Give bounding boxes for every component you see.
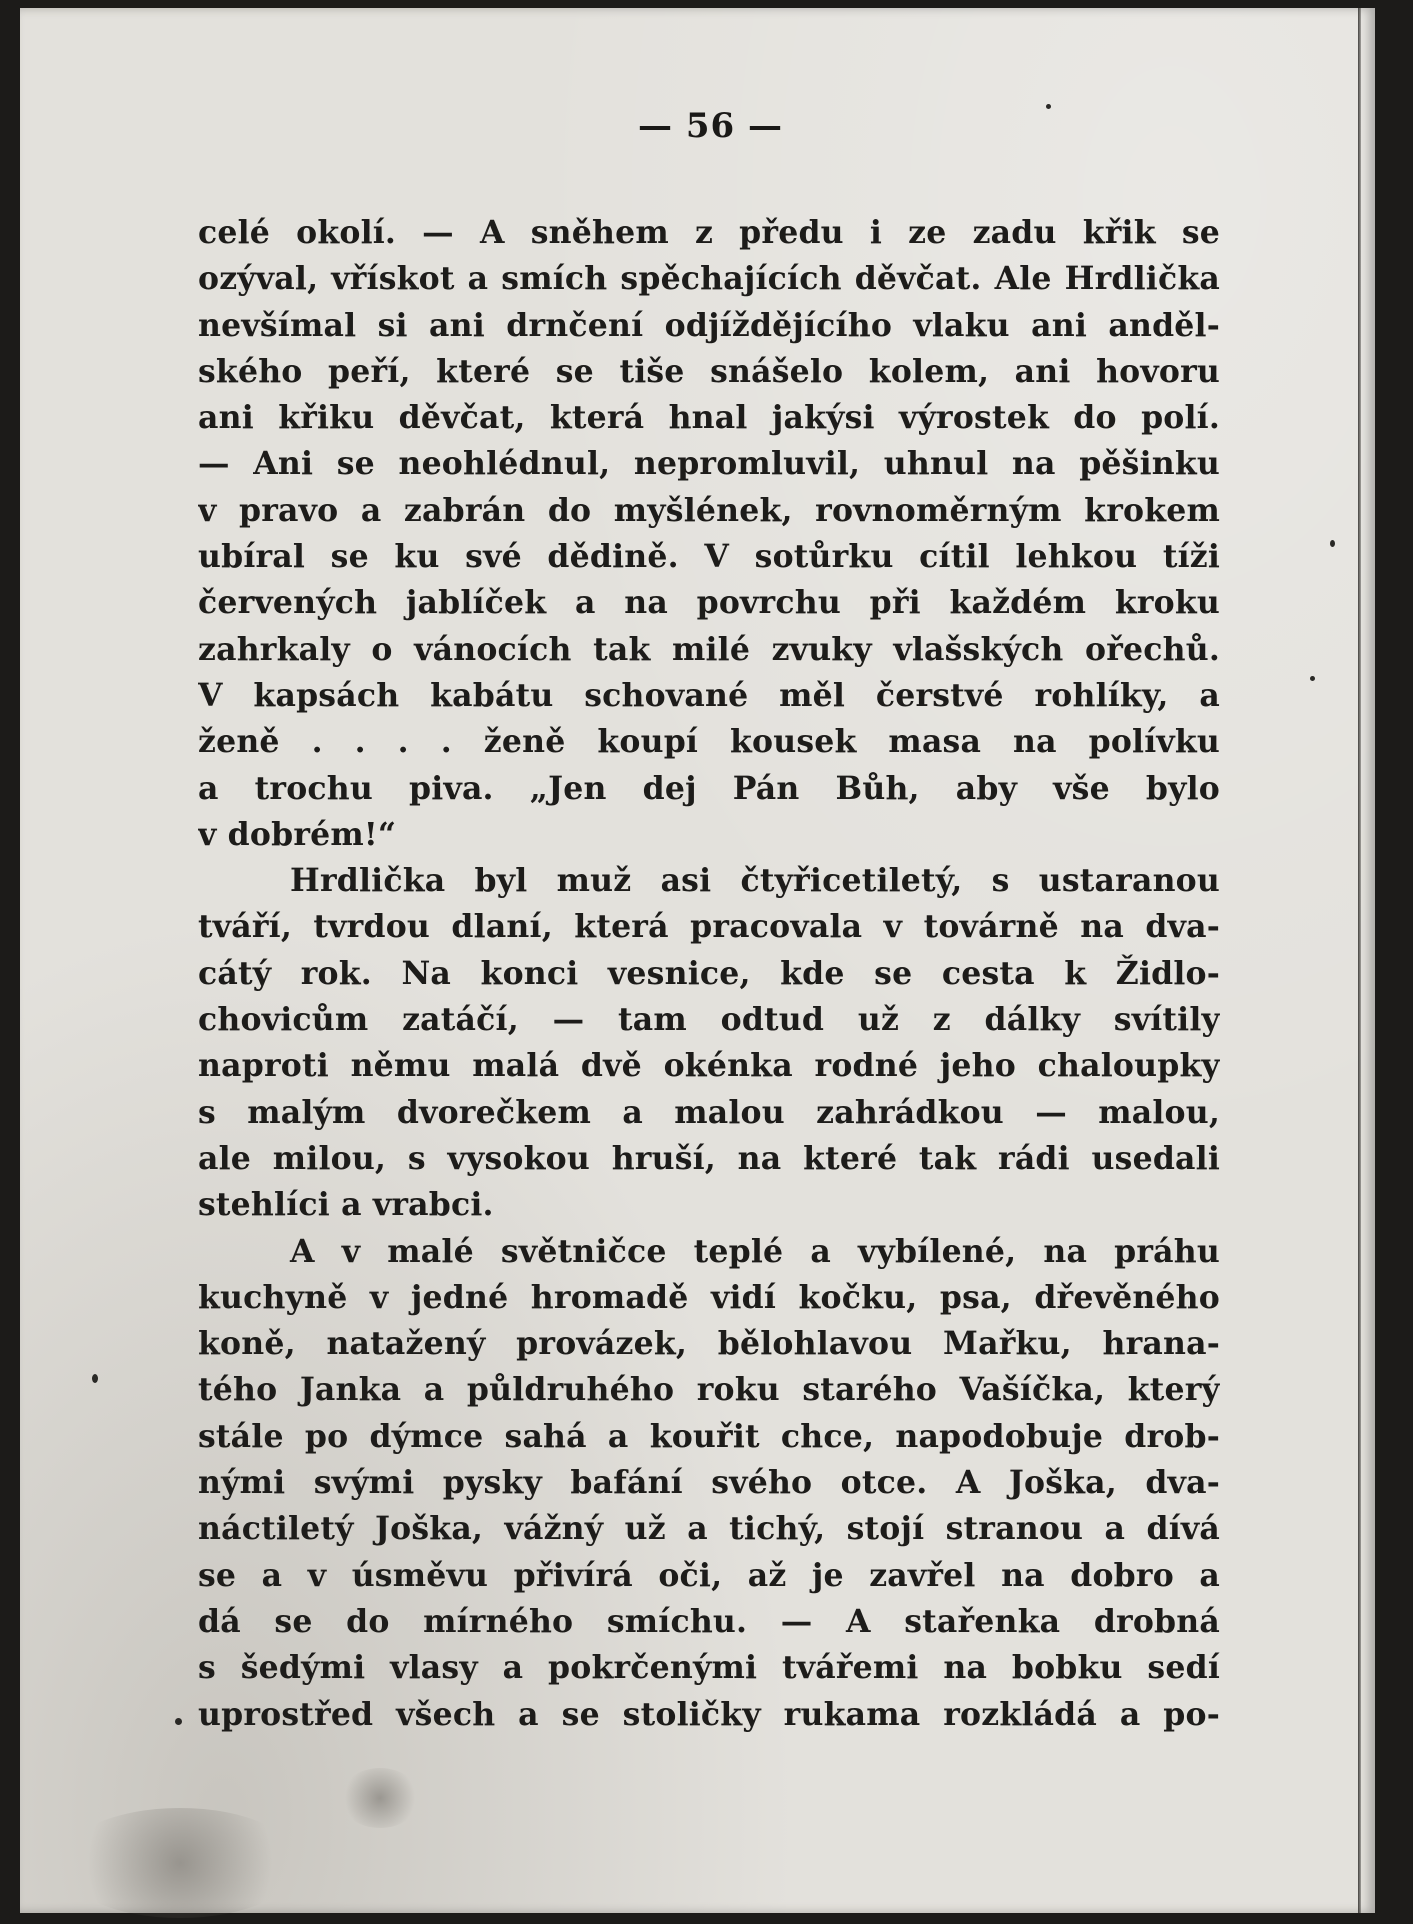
text-line: ženě . . . . ženě koupí kousek masa na polívku bbox=[198, 723, 1220, 761]
text-line: naproti němu malá dvě okénka rodné jeho chaloupky bbox=[198, 1047, 1220, 1085]
body-text bbox=[198, 210, 1220, 1738]
text-line: nými svými pysky bafání svého otce. A Joška, dva- bbox=[198, 1464, 1220, 1502]
page-fold-shadow bbox=[1358, 8, 1361, 1913]
text-line: se a v úsměvu přivírá oči, až je zavřel na dobro a bbox=[198, 1556, 1220, 1594]
text-line: a trochu piva. „Jen dej Pán Bůh, aby vše bylo bbox=[198, 769, 1220, 807]
text-line: celé okolí. — A sněhem z předu i ze zadu křik se bbox=[198, 214, 1220, 251]
paragraph-start-line: A v malé světničce teplé a vybílené, na práhu bbox=[290, 1232, 1220, 1270]
text-line: stále po dýmce sahá a kouřit chce, napodobuje drob- bbox=[198, 1417, 1220, 1455]
print-speck bbox=[1046, 104, 1051, 109]
text-line: chovicům zatáčí, — tam odtud už z dálky svítily bbox=[198, 1001, 1220, 1039]
text-line: s šedými vlasy a pokrčenými tvářemi na bobku sedí bbox=[198, 1649, 1220, 1687]
text-line: ozýval, vřískot a smích spěchajících děvčat. Ale Hrdlička bbox=[198, 260, 1220, 298]
text-line: — Ani se neohlédnul, nepromluvil, uhnul na pěšinku bbox=[198, 445, 1220, 483]
print-speck bbox=[92, 1374, 98, 1383]
text-line: stehlíci a vrabci. bbox=[198, 1186, 494, 1224]
text-line: dá se do mírného smíchu. — A stařenka drobná bbox=[198, 1602, 1220, 1640]
text-line: červených jablíček a na povrchu při každém kroku bbox=[198, 584, 1220, 622]
text-line: uprostřed všech a se stoličky rukama rozkládá a po- bbox=[198, 1695, 1220, 1733]
text-line: koně, natažený provázek, bělohlavou Mařku, hrana- bbox=[198, 1325, 1220, 1363]
text-line: ani křiku děvčat, která hnal jakýsi výrostek do polí. bbox=[198, 399, 1220, 437]
paragraph-start-line: Hrdlička byl muž asi čtyřicetiletý, s ustaranou bbox=[290, 862, 1220, 900]
print-speck bbox=[1310, 676, 1315, 681]
text-line: ského peří, které se tiše snášelo kolem, ani hovoru bbox=[198, 352, 1220, 390]
text-line: tváří, tvrdou dlaní, která pracovala v továrně na dva- bbox=[198, 908, 1220, 946]
text-line: V kapsách kabátu schované měl čerstvé rohlíky, a bbox=[198, 676, 1220, 714]
text-line: s malým dvorečkem a malou zahrádkou — malou, bbox=[198, 1093, 1220, 1131]
text-line: cátý rok. Na konci vesnice, kde se cesta k Židlo- bbox=[198, 954, 1220, 992]
print-speck bbox=[175, 1718, 182, 1725]
text-line: náctiletý Joška, vážný už a tichý, stojí stranou a dívá bbox=[198, 1510, 1220, 1548]
text-line: kuchyně v jedné hromadě vidí kočku, psa, dřevěného bbox=[198, 1278, 1220, 1316]
text-line: tého Janka a půldruhého roku starého Vašíčka, který bbox=[198, 1371, 1220, 1409]
text-line: ubíral se ku své dědině. V sotůrku cítil lehkou tíži bbox=[198, 538, 1220, 576]
page-smudge bbox=[340, 1768, 420, 1828]
print-speck bbox=[1330, 540, 1335, 547]
text-line: nevšímal si ani drnčení odjíždějícího vlaku ani anděl- bbox=[198, 306, 1220, 344]
page-smudge bbox=[60, 1808, 300, 1918]
text-line: zahrkaly o vánocích tak milé zvuky vlašských ořechů. bbox=[198, 630, 1220, 668]
text-line: v dobrém!“ bbox=[198, 815, 397, 853]
book-page bbox=[20, 8, 1375, 1913]
text-line: v pravo a zabrán do myšlének, rovnoměrným krokem bbox=[198, 491, 1220, 529]
page-number: — 56 — bbox=[638, 106, 783, 146]
text-line: ale milou, s vysokou hruší, na které tak rádi usedali bbox=[198, 1139, 1220, 1177]
